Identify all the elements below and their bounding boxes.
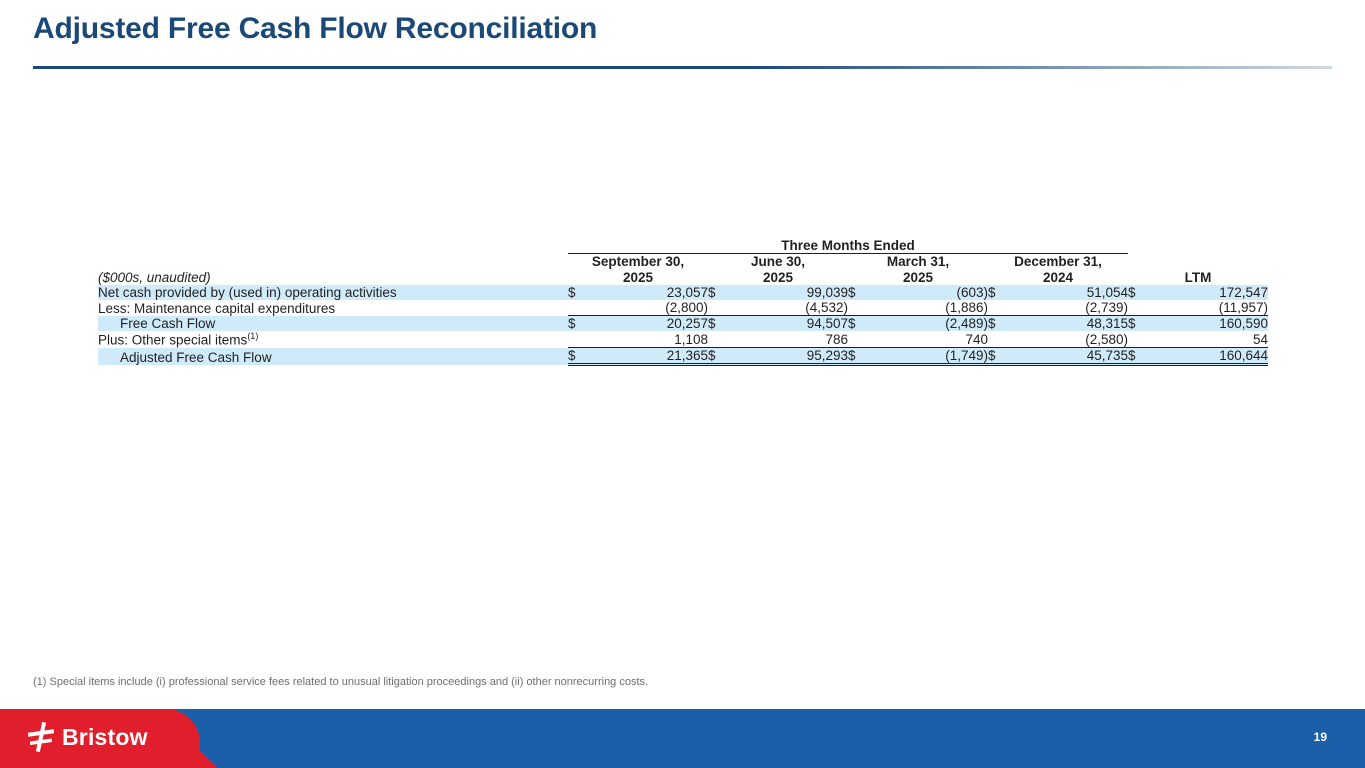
currency-spacer: [708, 331, 730, 348]
row-value: 23,057: [590, 285, 708, 300]
table-row: [98, 316, 1268, 332]
column-header-line1: LTM: [1184, 269, 1212, 285]
currency-symbol: $: [568, 316, 590, 332]
row-value: 45,735: [1010, 348, 1128, 365]
column-header-line1: June 30,: [750, 254, 806, 269]
column-header-line1: March 31,: [886, 254, 950, 269]
row-value: 21,365: [590, 348, 708, 365]
spacer-cell: [1150, 238, 1268, 254]
row-value: 48,315: [1010, 316, 1128, 332]
column-header-line2: 2025: [902, 269, 934, 285]
currency-spacer: [1128, 300, 1150, 316]
currency-spacer: [1128, 331, 1150, 348]
currency-symbol: $: [568, 348, 590, 365]
column-header-line2: 2025: [622, 269, 654, 285]
row-label: Less: Maintenance capital expenditures: [98, 300, 568, 316]
row-value: (1,886): [870, 300, 988, 316]
row-label-text: Plus: Other special items: [98, 332, 248, 348]
currency-symbol: $: [708, 316, 730, 332]
currency-spacer: [568, 331, 590, 348]
row-value: 51,054: [1010, 285, 1128, 300]
currency-spacer: [848, 300, 870, 316]
table-row: [98, 285, 1268, 300]
group-header-three-months-ended: Three Months Ended: [568, 238, 1128, 254]
row-label: Free Cash Flow: [98, 316, 568, 332]
row-value: 1,108: [590, 331, 708, 348]
currency-symbol: $: [568, 285, 590, 300]
row-value: (603): [870, 285, 988, 300]
column-header-line1: December 31,: [1014, 254, 1102, 269]
currency-symbol: $: [708, 348, 730, 365]
row-value: 740: [870, 331, 988, 348]
column-header-line2: 2024: [1042, 269, 1074, 285]
column-header-sep-2025: [568, 254, 708, 286]
currency-spacer: [848, 331, 870, 348]
currency-symbol: $: [1128, 316, 1150, 332]
row-value: 99,039: [730, 285, 848, 300]
footnote-marker: (1): [247, 331, 259, 342]
row-value: 20,257: [590, 316, 708, 332]
financial-table-container: [98, 238, 1270, 366]
row-value: (1,749): [870, 348, 988, 365]
column-header-line2: 2025: [762, 269, 794, 285]
column-header-dec-2024: [988, 254, 1128, 286]
table-row: [98, 348, 1268, 365]
row-value: 94,507: [730, 316, 848, 332]
currency-spacer: [708, 300, 730, 316]
row-value: 172,547: [1150, 285, 1268, 300]
currency-symbol: $: [988, 348, 1010, 365]
page-number: 19: [1313, 730, 1327, 744]
row-value: 54: [1150, 331, 1268, 348]
currency-spacer: [988, 331, 1010, 348]
column-header-jun-2025: [708, 254, 848, 286]
column-header-line1: September 30,: [591, 254, 685, 269]
column-header-ltm: [1128, 254, 1268, 286]
footnote-text: (1) Special items include (i) professional service fees related to unusual litigation proceedings and (ii) other nonrecurring costs.: [33, 676, 649, 688]
currency-spacer: [988, 300, 1010, 316]
row-value: (2,489): [870, 316, 988, 332]
column-header-mar-2025: [848, 254, 988, 286]
row-value: 160,590: [1150, 316, 1268, 332]
table-group-header-row: [98, 238, 1268, 254]
table-column-header-row: [98, 254, 1268, 286]
row-value: 786: [730, 331, 848, 348]
units-note: ($000s, unaudited): [98, 270, 211, 286]
table-row: [98, 300, 1268, 316]
table-row: [98, 331, 1268, 348]
spacer-cell: [1128, 238, 1150, 254]
row-value: (2,580): [1010, 331, 1128, 348]
row-label: [98, 331, 568, 348]
row-value: (11,957): [1150, 300, 1268, 316]
brand-logo: [28, 722, 148, 752]
currency-symbol: $: [988, 316, 1010, 332]
row-value: (2,800): [590, 300, 708, 316]
brand-name: Bristow: [62, 723, 148, 750]
currency-symbol: $: [988, 285, 1010, 300]
currency-spacer: [568, 300, 590, 316]
currency-symbol: $: [848, 285, 870, 300]
currency-symbol: $: [848, 316, 870, 332]
currency-symbol: $: [708, 285, 730, 300]
currency-symbol: $: [1128, 285, 1150, 300]
page-title: Adjusted Free Cash Flow Reconciliation: [33, 12, 598, 45]
currency-symbol: $: [1128, 348, 1150, 365]
row-value: (2,739): [1010, 300, 1128, 316]
adjusted-free-cash-flow-table: [98, 238, 1268, 366]
spacer-cell: [98, 238, 568, 254]
title-divider: [33, 66, 1332, 69]
row-value: 95,293: [730, 348, 848, 365]
row-label: Adjusted Free Cash Flow: [98, 348, 568, 365]
row-label: Net cash provided by (used in) operating activities: [98, 285, 568, 300]
currency-symbol: $: [848, 348, 870, 365]
bristow-logo-icon: [28, 722, 54, 752]
row-value: (4,532): [730, 300, 848, 316]
row-value: 160,644: [1150, 348, 1268, 365]
